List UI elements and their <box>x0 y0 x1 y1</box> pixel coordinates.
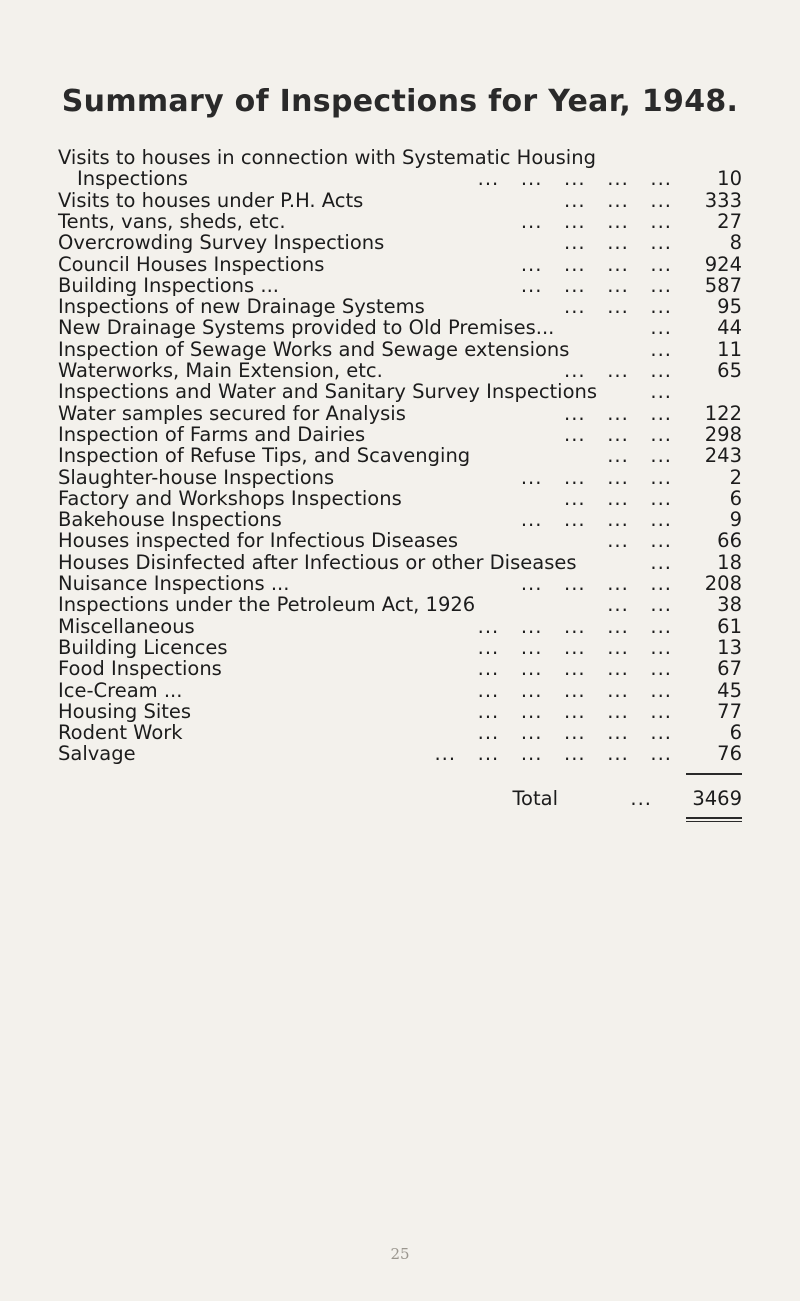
table-row <box>58 147 742 168</box>
row-leader-dots: ... <box>650 550 672 574</box>
table-row <box>58 658 742 679</box>
row-label: Overcrowding Survey Inspections <box>58 231 385 255</box>
row-value: 76 <box>717 742 742 766</box>
row-value: 13 <box>717 635 742 659</box>
row-label: Inspection of Sewage Works and Sewage extensions <box>58 337 570 361</box>
row-leader-dots: ... ... ... <box>564 422 672 446</box>
table-row <box>58 296 742 317</box>
row-leader-dots: ... ... ... ... ... <box>477 678 672 702</box>
row-leader-dots: ... ... ... ... ... <box>477 721 672 745</box>
row-value: 67 <box>717 657 742 681</box>
row-label: Inspection of Refuse Tips, and Scavenging <box>58 444 471 468</box>
table-row <box>58 445 742 466</box>
row-leader-dots: ... ... <box>607 593 672 617</box>
row-leader-dots: ... ... ... <box>564 188 672 212</box>
table-row <box>58 616 742 637</box>
table-row <box>58 594 742 615</box>
table-row <box>58 317 742 338</box>
row-value: 122 <box>704 401 742 425</box>
table-row <box>58 339 742 360</box>
table-row <box>58 743 742 764</box>
row-value: 6 <box>729 486 742 510</box>
row-leader-dots: ... ... <box>607 529 672 553</box>
table-row <box>58 190 742 211</box>
row-label: Water samples secured for Analysis <box>58 401 406 425</box>
row-value: 77 <box>717 699 742 723</box>
row-leader-dots: ... ... ... ... <box>520 209 672 233</box>
table-row <box>58 552 742 573</box>
table-row <box>58 424 742 445</box>
row-value: 18 <box>717 550 742 574</box>
row-label: New Drainage Systems provided to Old Premises... <box>58 316 555 340</box>
row-value: 61 <box>717 614 742 638</box>
row-label: Food Inspections <box>58 657 222 681</box>
table-row <box>58 488 742 509</box>
row-leader-dots: ... ... ... ... ... <box>477 657 672 681</box>
row-label: Slaughter-house Inspections <box>58 465 335 489</box>
row-label: Ice-Cream ... <box>58 678 183 702</box>
table-row <box>58 467 742 488</box>
row-label: Inspections under the Petroleum Act, 1926 <box>58 593 476 617</box>
row-label: Inspection of Farms and Dairies <box>58 422 366 446</box>
row-label: Council Houses Inspections <box>58 252 325 276</box>
row-leader-dots: ... ... ... ... ... <box>477 699 672 723</box>
row-leader-dots: ... ... <box>607 444 672 468</box>
table-row <box>58 403 742 424</box>
row-leader-dots: ... ... ... <box>564 401 672 425</box>
row-label: Waterworks, Main Extension, etc. <box>58 359 383 382</box>
row-value: 587 <box>704 273 742 297</box>
row-label: Houses Disinfected after Infectious or other Diseases <box>58 550 577 574</box>
row-value: 38 <box>717 593 742 617</box>
row-label: Inspections and Water and Sanitary Survey Inspections <box>58 380 598 404</box>
row-value: 2 <box>729 465 742 489</box>
row-label: Nuisance Inspections ... <box>58 572 290 595</box>
total-double-rule-2 <box>686 821 742 822</box>
table-row <box>58 211 742 232</box>
row-label: Visits to houses in connection with Systematic Housing <box>58 146 596 169</box>
table-row <box>58 680 742 701</box>
row-leader-dots: ... ... ... <box>564 486 672 510</box>
table-row <box>58 275 742 296</box>
row-label: Rodent Work <box>58 721 183 745</box>
subtotal-rule <box>686 773 742 775</box>
total-label: Total <box>512 787 558 810</box>
row-label: Houses inspected for Infectious Diseases <box>58 529 458 553</box>
row-value: 8 <box>729 231 742 255</box>
row-value: 44 <box>717 316 742 340</box>
table-row <box>58 722 742 743</box>
row-leader-dots: ... ... ... ... <box>520 252 672 276</box>
row-leader-dots: ... ... ... ... ... <box>477 167 672 191</box>
row-leader-dots: ... ... ... ... <box>520 273 672 297</box>
row-value: 27 <box>717 209 742 233</box>
row-label: Miscellaneous <box>58 614 195 638</box>
row-value: 66 <box>717 529 742 553</box>
row-leader-dots: ... ... ... ... <box>520 465 672 489</box>
table-row <box>58 168 742 189</box>
row-label: Factory and Workshops Inspections <box>58 486 402 510</box>
row-leader-dots: ... <box>650 337 672 361</box>
row-label: Building Licences <box>58 635 228 659</box>
row-label: Inspections <box>77 167 188 191</box>
row-label: Salvage <box>58 742 136 766</box>
row-value: 298 <box>704 422 742 446</box>
total-value: 3469 <box>692 787 742 810</box>
page-number: 25 <box>390 1245 410 1263</box>
row-label: Inspections of new Drainage Systems <box>58 295 425 319</box>
row-value: 11 <box>717 337 742 361</box>
total-double-rule <box>686 817 742 819</box>
row-leader-dots: ... <box>650 380 672 404</box>
row-leader-dots: ... ... ... <box>564 295 672 319</box>
row-label: Building Inspections ... <box>58 273 279 297</box>
table-row <box>58 509 742 530</box>
table-row <box>58 232 742 253</box>
row-value: 10 <box>717 167 742 191</box>
table-row <box>58 573 742 594</box>
row-leader-dots: ... ... ... ... ... ... <box>434 742 672 766</box>
row-leader-dots: ... ... ... ... <box>520 508 672 532</box>
row-leader-dots: ... <box>650 316 672 340</box>
row-label: Tents, vans, sheds, etc. <box>58 209 286 233</box>
row-value: 95 <box>717 295 742 319</box>
row-value: 333 <box>704 188 742 212</box>
row-leader-dots: ... ... ... ... ... <box>477 614 672 638</box>
row-label: Visits to houses under P.H. Acts <box>58 188 364 212</box>
table-row <box>58 701 742 722</box>
row-label: Housing Sites <box>58 699 192 723</box>
row-value: 45 <box>717 678 742 702</box>
page-title: Summary of Inspections for Year, 1948. <box>61 84 739 119</box>
row-leader-dots: ... ... ... ... ... <box>477 635 672 659</box>
table-row <box>58 530 742 551</box>
row-value: 208 <box>704 572 742 595</box>
row-value: 924 <box>704 252 742 276</box>
row-leader-dots: ... ... ... ... <box>520 572 672 595</box>
row-leader-dots: ... ... ... <box>564 231 672 255</box>
row-value: 6 <box>729 721 742 745</box>
total-leader-dots: ... <box>630 787 652 810</box>
row-value: 65 <box>717 359 742 382</box>
row-label: Bakehouse Inspections <box>58 508 282 532</box>
total-row <box>58 787 742 811</box>
row-value: 243 <box>704 444 742 468</box>
table-row <box>58 360 742 381</box>
row-leader-dots: ... ... ... <box>564 359 672 382</box>
table-row <box>58 381 742 402</box>
row-value: 9 <box>729 508 742 532</box>
table-row <box>58 254 742 275</box>
table-row <box>58 637 742 658</box>
